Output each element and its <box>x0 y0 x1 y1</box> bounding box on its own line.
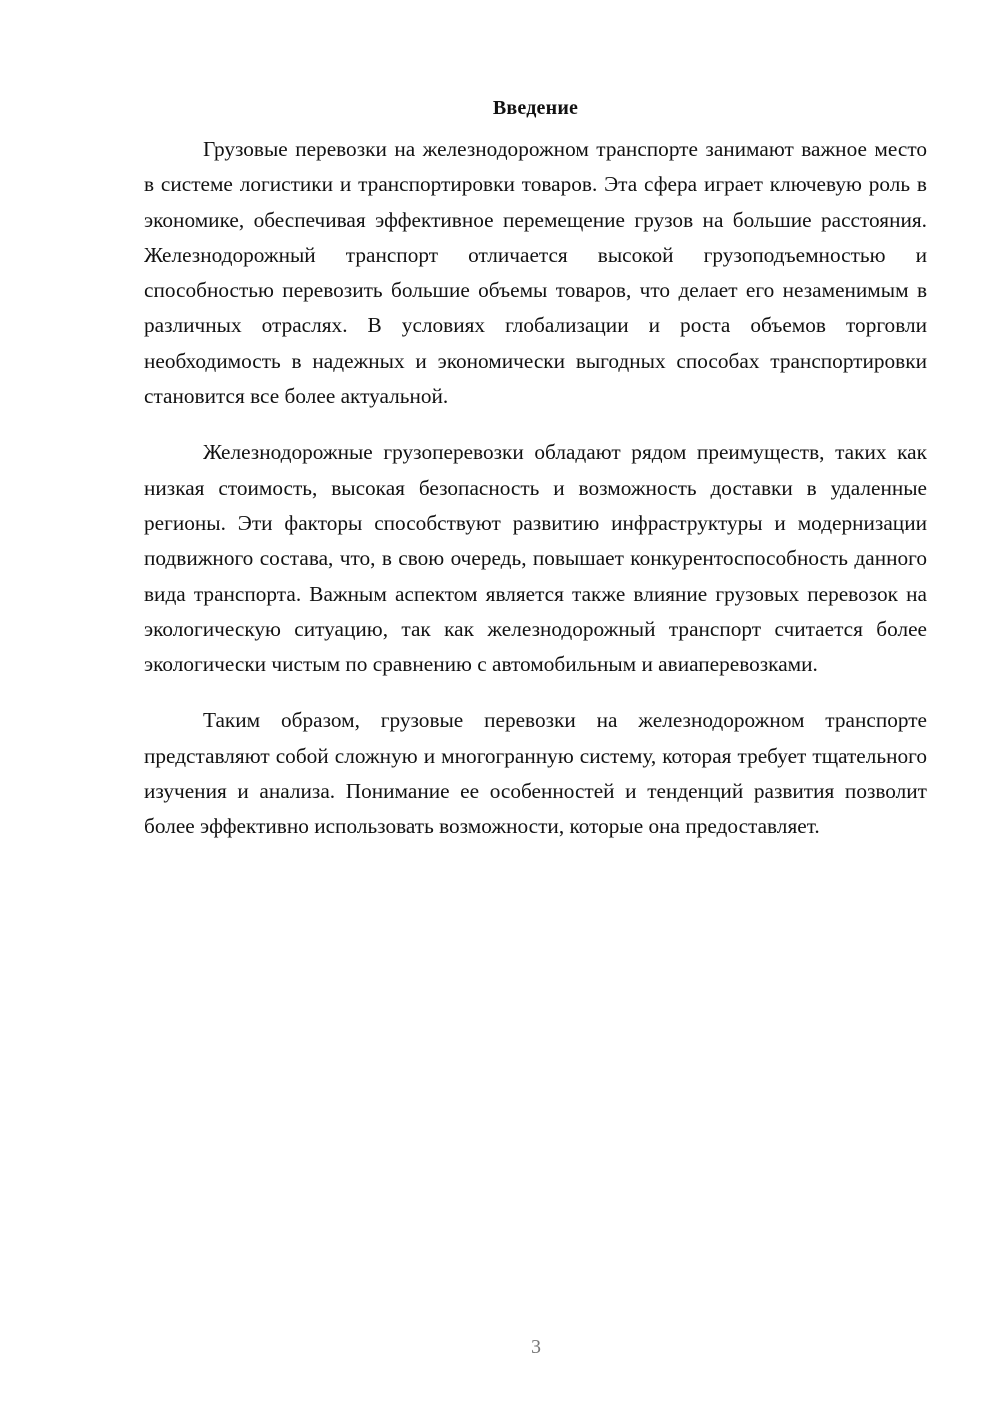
page-number: 3 <box>531 1336 541 1358</box>
paragraph-3: Таким образом, грузовые перевозки на железнодорожном транспорте представляют собой сложную и многогранную систему, которая требует тщательного изучения и анализа. Понимание ее особенностей и тенденций развития позволит более эффективно использовать возможности, которые она предоставляет. <box>144 708 927 839</box>
section-title: Введение <box>492 97 579 119</box>
page-content <box>144 90 927 866</box>
paragraph-2: Железнодорожные грузоперевозки обладают рядом преимуществ, таких как низкая стоимость, высокая безопасность и возможность доставки в удаленные регионы. Эти факторы способствуют развитию инфраструктуры и модернизации подвижного состава, что, в свою очередь, повышает конкурентоспособность данного вида транспорта. Важным аспектом является также влияние грузовых перевозок на экологическую ситуацию, так как железнодорожный транспорт считается более экологически чистым по сравнению с автомобильным и авиаперевозками. <box>144 440 927 677</box>
paragraph-1: Грузовые перевозки на железнодорожном транспорте занимают важное место в системе логистики и транспортировки товаров. Эта сфера играет ключевую роль в экономике, обеспечивая эффективное перемещение грузов на большие расстояния. Железнодорожный транспорт отличается высокой грузоподъемностью и способностью перевозить большие объемы товаров, что делает его незаменимым в различных отраслях. В условиях глобализации и роста объемов торговли необходимость в надежных и экономически выгодных способах транспортировки становится все более актуальной. <box>144 137 927 409</box>
